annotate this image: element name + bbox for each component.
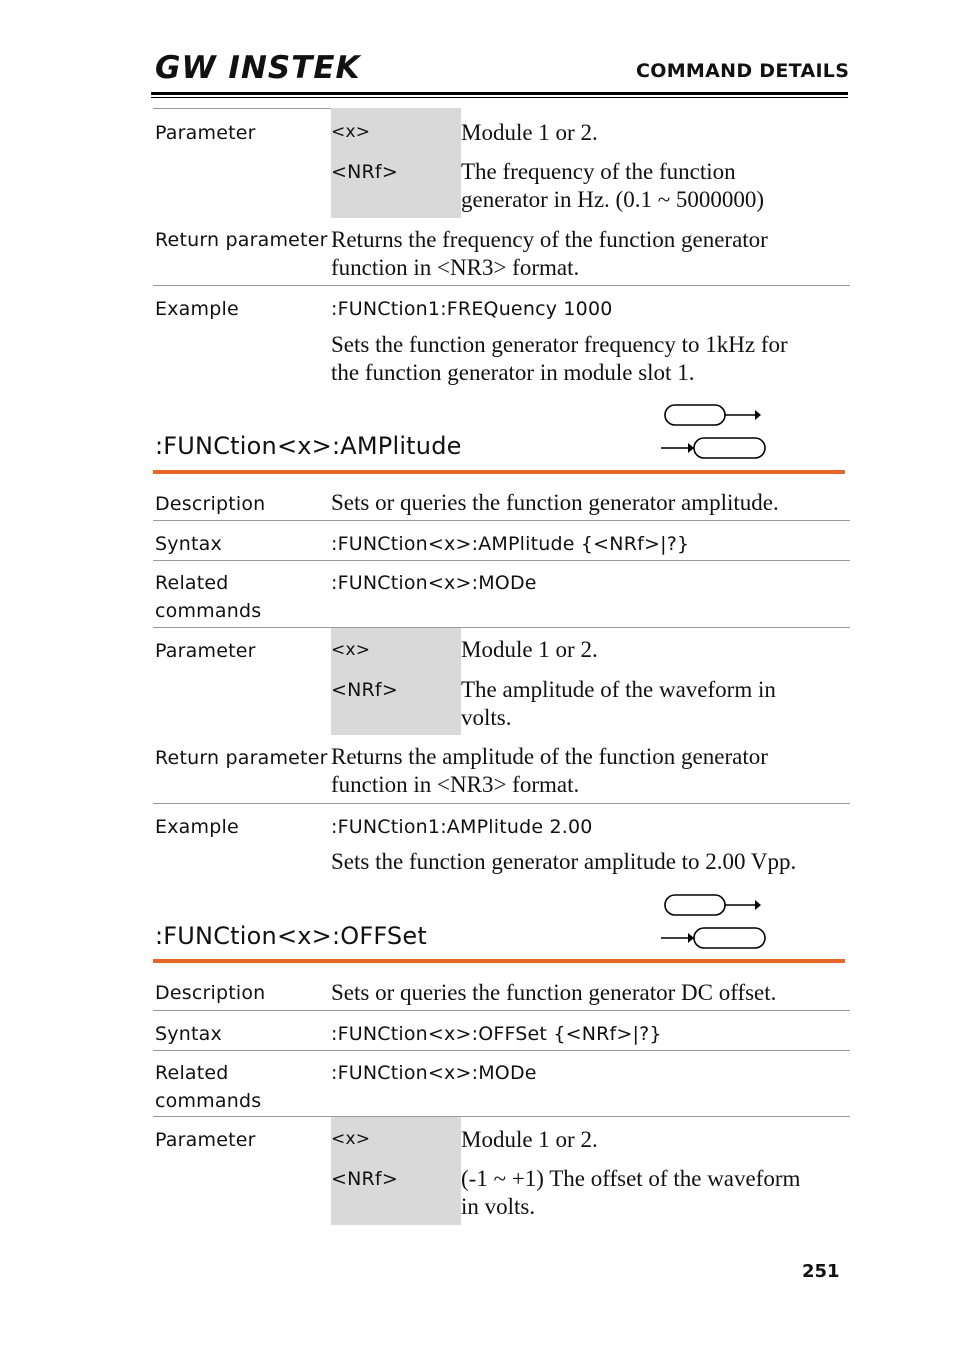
related-label: commands	[155, 600, 262, 622]
page-number: 251	[802, 1261, 840, 1282]
param-desc: (-1 ~ +1) The offset of the waveform	[461, 1166, 801, 1191]
row-divider	[153, 1010, 850, 1011]
example-label: Example	[155, 816, 239, 838]
param-name: <NRf>	[331, 679, 398, 701]
set-query-icon	[659, 402, 769, 464]
section-title: :FUNCtion<x>:AMPlitude	[155, 432, 462, 460]
param-name: <x>	[331, 1129, 371, 1149]
parameter-label: Parameter	[155, 122, 256, 144]
syntax-label: Syntax	[155, 1023, 222, 1045]
description-label: Description	[155, 493, 266, 515]
example-command: :FUNCtion1:FREQuency 1000	[331, 298, 613, 320]
related-command: :FUNCtion<x>:MODe	[331, 572, 537, 594]
header-rule-thin	[151, 97, 848, 98]
description-text: Sets or queries the function generator amplitude.	[331, 490, 779, 515]
row-divider	[153, 285, 850, 286]
param-name: <NRf>	[331, 1168, 398, 1190]
return-label: Return parameter	[155, 747, 328, 769]
related-label: commands	[155, 1090, 262, 1112]
param-desc: Module 1 or 2.	[461, 1127, 598, 1152]
param-desc: generator in Hz. (0.1 ~ 5000000)	[461, 187, 765, 212]
param-desc: volts.	[461, 705, 512, 730]
param-name: <x>	[331, 122, 371, 142]
row-divider	[153, 520, 850, 521]
return-text: Returns the amplitude of the function generator	[331, 744, 768, 769]
example-text: Sets the function generator amplitude to 2.00 Vpp.	[331, 849, 797, 874]
syntax-text: :FUNCtion<x>:AMPlitude {<NRf>|?}	[331, 533, 690, 555]
row-divider	[153, 803, 850, 804]
row-divider	[153, 108, 331, 109]
section-rule	[153, 470, 845, 474]
return-text: function in <NR3> format.	[331, 772, 580, 797]
example-command: :FUNCtion1:AMPlitude 2.00	[331, 816, 593, 838]
section-title: :FUNCtion<x>:OFFSet	[155, 922, 427, 950]
return-text: Returns the frequency of the function generator	[331, 227, 768, 252]
row-divider	[153, 560, 850, 561]
param-desc: The amplitude of the waveform in	[461, 677, 776, 702]
brand-logo: GW INSTEK	[155, 50, 361, 86]
syntax-label: Syntax	[155, 533, 222, 555]
param-name: <NRf>	[331, 161, 398, 183]
example-text: Sets the function generator frequency to 1kHz for	[331, 332, 788, 357]
row-divider	[153, 1116, 850, 1117]
return-text: function in <NR3> format.	[331, 255, 580, 280]
param-name: <x>	[331, 640, 371, 660]
related-label: Related	[155, 572, 229, 594]
set-query-icon	[659, 892, 769, 954]
param-desc: in volts.	[461, 1194, 536, 1219]
param-desc: Module 1 or 2.	[461, 637, 598, 662]
section-header: COMMAND DETAILS	[636, 60, 850, 82]
return-label: Return parameter	[155, 229, 328, 251]
row-divider	[153, 1050, 850, 1051]
param-desc: Module 1 or 2.	[461, 120, 598, 145]
parameter-label: Parameter	[155, 1129, 256, 1151]
example-label: Example	[155, 298, 239, 320]
parameter-label: Parameter	[155, 640, 256, 662]
header-rule	[151, 92, 848, 95]
row-divider	[153, 627, 850, 628]
example-text: the function generator in module slot 1.	[331, 360, 695, 385]
related-command: :FUNCtion<x>:MODe	[331, 1062, 537, 1084]
related-label: Related	[155, 1062, 229, 1084]
description-text: Sets or queries the function generator DC offset.	[331, 980, 777, 1005]
param-desc: The frequency of the function	[461, 159, 736, 184]
description-label: Description	[155, 982, 266, 1004]
section-rule	[153, 959, 845, 963]
syntax-text: :FUNCtion<x>:OFFSet {<NRf>|?}	[331, 1023, 662, 1045]
